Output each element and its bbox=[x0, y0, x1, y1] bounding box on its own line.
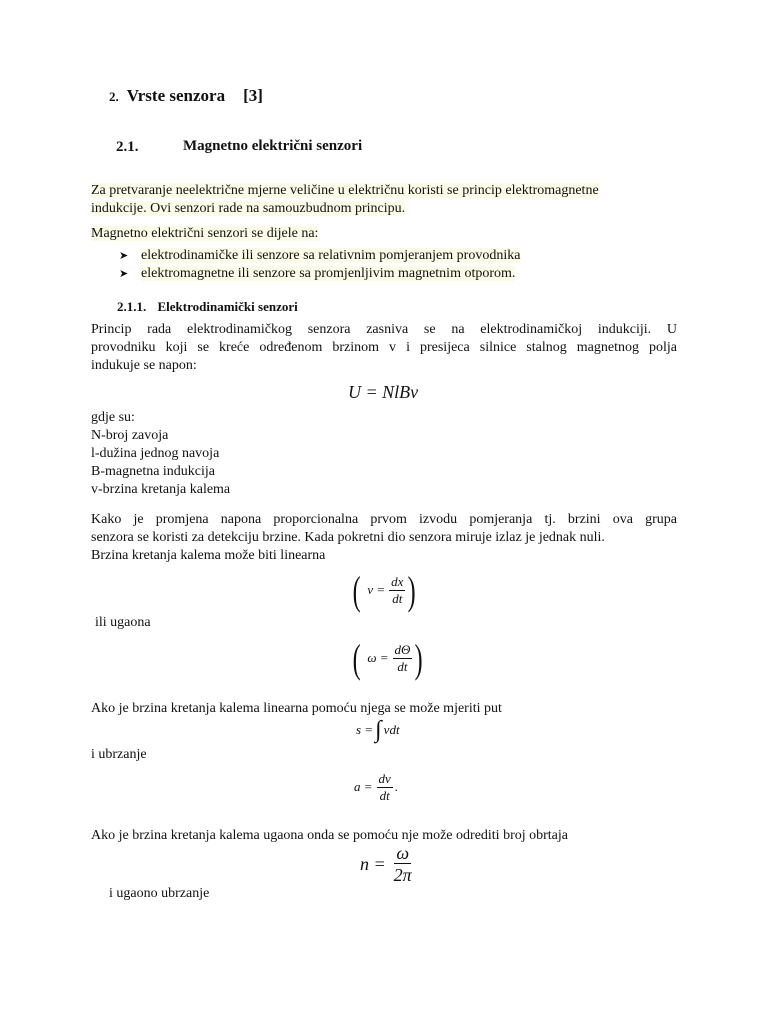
subsection-number: 2.1. bbox=[116, 139, 139, 155]
list-item: B-magnetna indukcija bbox=[91, 464, 216, 479]
formula-acceleration bbox=[354, 769, 398, 805]
subsubsection-title: Elektrodinamički senzori bbox=[157, 299, 298, 314]
formula-lhs: n = bbox=[360, 853, 386, 874]
right-paren-icon: ) bbox=[408, 567, 417, 613]
subsection-heading bbox=[116, 138, 139, 156]
formula-angular-velocity bbox=[350, 636, 426, 680]
formula-lhs: v = bbox=[367, 582, 386, 597]
subsubsection-number: 2.1.1. bbox=[117, 299, 147, 314]
classification-text: Magnetno električni senzori se dijele na: bbox=[91, 226, 319, 241]
fraction-numerator: dv bbox=[378, 770, 391, 786]
angular-revolutions-text: Ako je brzina kretanja kalema ugaona onda se pomoću nje može odrediti broj obrtaja bbox=[91, 828, 568, 843]
variable-list bbox=[91, 409, 230, 499]
paragraph-line: senzora se koristi za detekciju brzine. Kada pokretni dio senzora miruje izlaz je jednak nuli. bbox=[91, 530, 605, 545]
formula-lhs: s = bbox=[356, 722, 374, 737]
section-reference: [3] bbox=[243, 86, 263, 105]
left-paren-icon: ( bbox=[352, 635, 361, 681]
list-item: v-brzina kretanja kalema bbox=[91, 482, 231, 497]
fraction-denominator: dt bbox=[379, 787, 390, 803]
fraction-denominator: 2π bbox=[393, 864, 412, 885]
list-item bbox=[119, 265, 520, 283]
formula-lhs: a = bbox=[354, 779, 373, 794]
intro-line: indukcije. Ovi senzori rade na samouzbudnom principu. bbox=[91, 201, 406, 216]
principle-paragraph bbox=[91, 321, 677, 375]
formula-lhs: ω = bbox=[367, 650, 389, 665]
fraction bbox=[389, 574, 405, 607]
angular-label: ili ugaona bbox=[95, 615, 151, 630]
proportional-paragraph bbox=[91, 511, 677, 565]
section-heading bbox=[109, 86, 263, 106]
subsubsection-heading bbox=[117, 299, 298, 315]
arrow-bullet-icon: ➤ bbox=[119, 249, 129, 262]
fraction bbox=[377, 771, 393, 804]
paragraph-line: Brzina kretanja kalema može biti linearna bbox=[91, 548, 326, 563]
list-item: N-broj zavoja bbox=[91, 428, 169, 443]
paragraph-line: provodniku koji se kreće određenom brzinom v i presijeca silnice stalnog magnetnog polja bbox=[91, 340, 677, 355]
paragraph-line: indukuje se napon: bbox=[91, 358, 197, 373]
left-paren-icon: ( bbox=[352, 567, 361, 613]
fraction-numerator: dx bbox=[391, 573, 404, 589]
fraction-numerator: dΘ bbox=[394, 641, 411, 657]
angular-acceleration-text: i ugaono ubrzanje bbox=[109, 886, 210, 901]
variable-list-intro: gdje su: bbox=[91, 410, 135, 425]
bullet-list bbox=[119, 247, 520, 283]
linear-path-text: Ako je brzina kretanja kalema linearna pomoću njega se može mjeriti put bbox=[91, 701, 502, 716]
formula-body: vdt bbox=[383, 722, 400, 737]
arrow-bullet-icon: ➤ bbox=[119, 267, 129, 280]
integral-icon: ∫ bbox=[375, 716, 382, 743]
paragraph-line: Princip rada elektrodinamičkog senzora zasniva se na elektrodinamičkoj indukciji. U bbox=[91, 322, 677, 337]
fraction bbox=[392, 843, 414, 886]
list-item-text: elektromagnetne ili senzore sa promjenljivim magnetnim otporom. bbox=[141, 266, 516, 281]
formula-path-integral bbox=[356, 716, 400, 744]
section-number: 2. bbox=[109, 89, 119, 104]
formula-voltage: U = NlBv bbox=[348, 382, 419, 402]
fraction bbox=[393, 642, 413, 675]
right-paren-icon: ) bbox=[415, 635, 424, 681]
formula-tail: . bbox=[394, 779, 399, 794]
formula-revolutions bbox=[360, 842, 414, 886]
intro-line: Za pretvaranje neelektrične mjerne veličine u električnu koristi se princip elektromagnetne bbox=[91, 183, 599, 198]
fraction-denominator: dt bbox=[397, 658, 408, 674]
acceleration-text: i ubrzanje bbox=[91, 747, 147, 762]
classification-intro bbox=[91, 225, 318, 243]
section-title: Vrste senzora bbox=[126, 86, 226, 105]
subsection-title: Magnetno električni senzori bbox=[183, 138, 363, 154]
intro-paragraph bbox=[91, 182, 661, 218]
fraction-numerator: ω bbox=[396, 842, 410, 863]
list-item: l-dužina jednog navoja bbox=[91, 446, 220, 461]
fraction-denominator: dt bbox=[392, 590, 403, 606]
formula-linear-velocity bbox=[350, 568, 419, 612]
list-item-text: elektrodinamičke ili senzore sa relativnim pomjeranjem provodnika bbox=[141, 248, 521, 263]
paragraph-line: Kako je promjena napona proporcionalna prvom izvodu pomjeranja tj. brzini ova grupa bbox=[91, 512, 677, 527]
list-item bbox=[119, 247, 520, 265]
